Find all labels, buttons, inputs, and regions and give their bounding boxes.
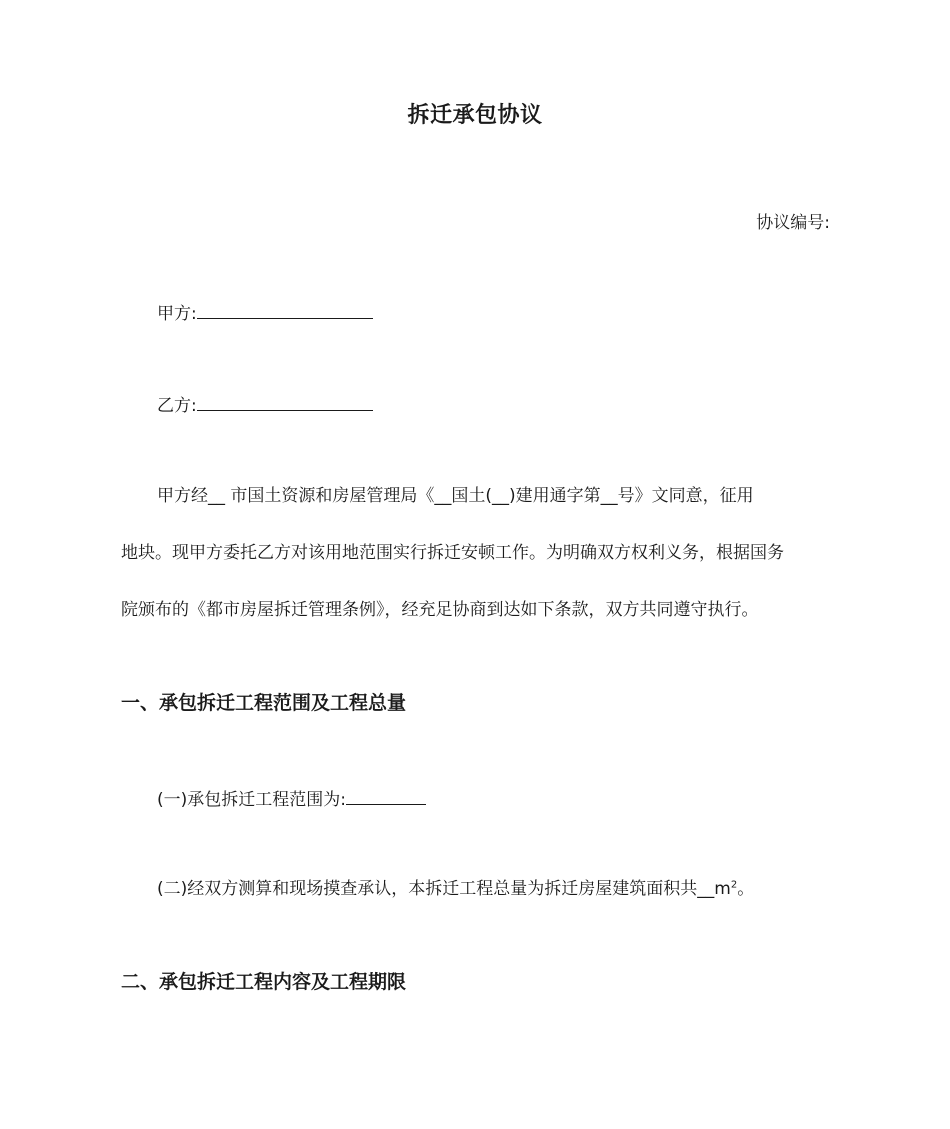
party-a-field [157, 299, 373, 324]
party-b-blank [197, 392, 373, 411]
section-1-heading: 一、承包拆迁工程范围及工程总量 [121, 692, 407, 714]
party-a-label: 甲方: [157, 304, 197, 324]
clause-2-text: (二)经双方测算和现场摸查承认，本拆迁工程总量为拆迁房屋建筑面积共__m [157, 879, 731, 899]
clause-2-superscript: 2 [730, 879, 738, 891]
party-a-blank [197, 300, 373, 319]
party-b-field [157, 391, 373, 416]
party-b-label: 乙方: [157, 396, 197, 416]
intro-line-3: 院颁布的《都市房屋拆迁管理条例》，经充足协商到达如下条款，双方共同遵守执行。 [121, 600, 759, 620]
clause-2-end: 。 [737, 879, 755, 899]
clause-2 [157, 874, 754, 899]
clause-1 [157, 785, 426, 810]
section-2-heading: 二、承包拆迁工程内容及工程期限 [121, 971, 407, 993]
intro-paragraph [121, 481, 830, 631]
intro-line-2: 地块。现甲方委托乙方对该用地范围实行拆迁安顿工作。为明确双方权利义务，根据国务 [121, 543, 784, 563]
intro-line-1: 甲方经__ 市国土资源和房屋管理局《__国土(__)建用通字第__号》文同意，征用 [157, 486, 754, 506]
clause-1-blank [346, 786, 426, 805]
document-title: 拆迁承包协议 [407, 103, 543, 128]
agreement-number-label: 协议编号: [756, 213, 830, 233]
clause-1-label: (一)承包拆迁工程范围为: [157, 790, 346, 810]
